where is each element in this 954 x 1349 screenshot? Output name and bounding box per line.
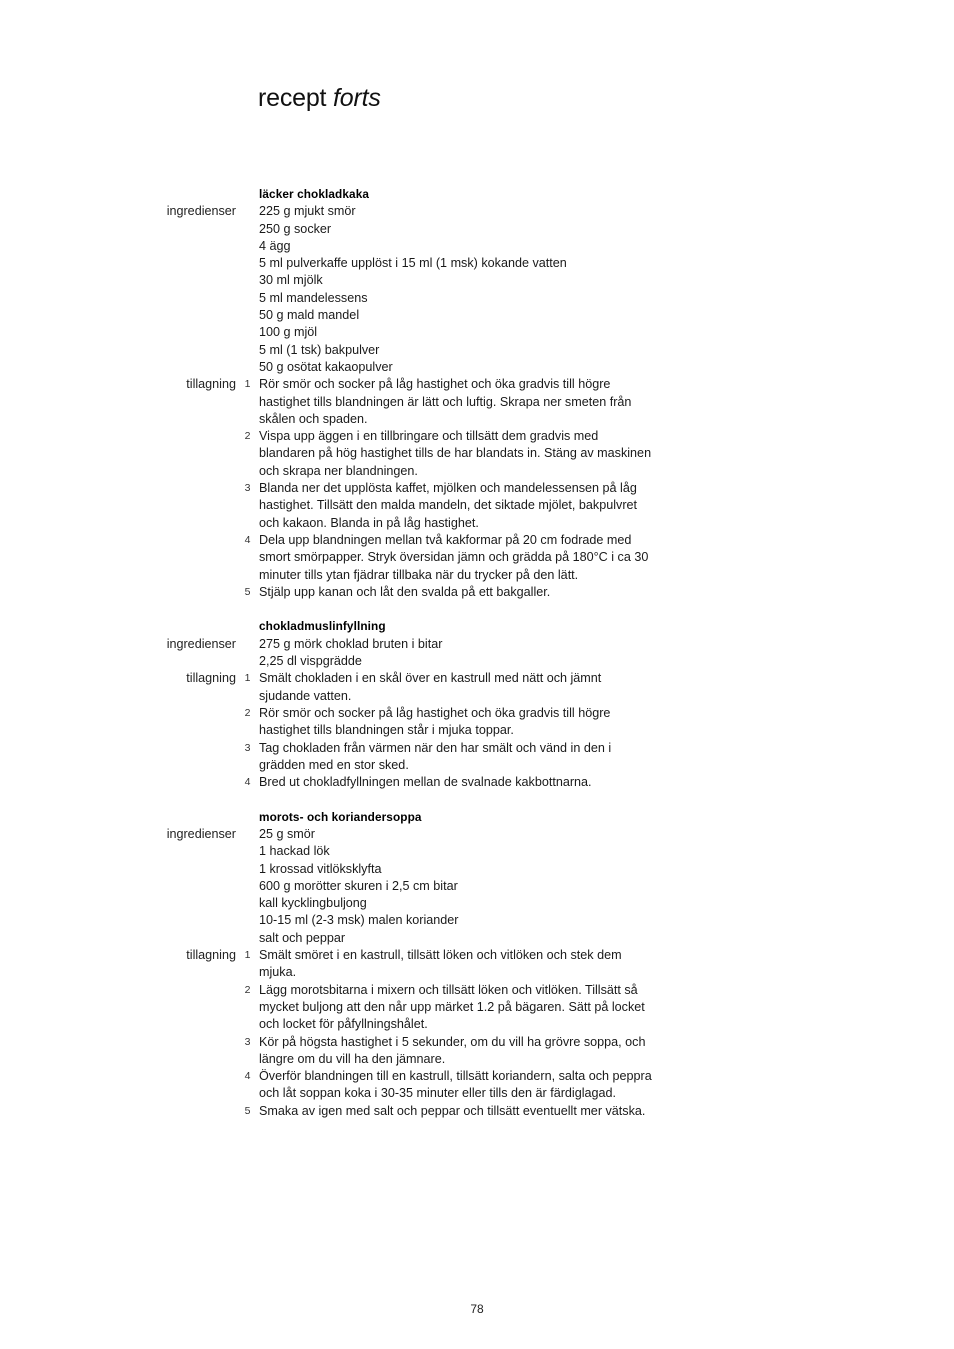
ingredient-item: 30 ml mjölk <box>259 273 323 288</box>
step-number: 1 <box>244 949 251 962</box>
recipe-title: chokladmuslinfyllning <box>259 619 386 634</box>
step-number: 4 <box>244 533 251 546</box>
step-line <box>0 964 954 981</box>
ingredients-label: ingredienser <box>166 826 236 841</box>
step-line <box>0 722 954 739</box>
step-text: Vispa upp äggen i en tillbringare och tillsätt dem gradvis med <box>259 429 599 444</box>
step-text: längre om du vill ha den jämnare. <box>259 1051 446 1066</box>
ingredient-item: 1 krossad vitlöksklyfta <box>259 861 382 876</box>
step-line <box>0 445 954 462</box>
ingredient-line <box>0 324 954 341</box>
step-line <box>0 480 954 497</box>
ingredient-line <box>0 895 954 912</box>
step-number: 3 <box>244 482 251 495</box>
step-text: och kakaon. Blanda in på låg hastighet. <box>259 515 479 530</box>
recipe-list <box>0 186 954 1137</box>
step-text: och låt soppan koka i 30-35 minuter eller tills den är färdiglagad. <box>259 1086 617 1101</box>
step-line <box>0 670 954 687</box>
step-line <box>0 947 954 964</box>
ingredient-item: 225 g mjukt smör <box>259 204 356 219</box>
ingredient-item: 5 ml pulverkaffe upplöst i 15 ml (1 msk) kokande vatten <box>259 256 567 271</box>
ingredient-item: 50 g osötat kakaopulver <box>259 359 393 374</box>
method-label: tillagning <box>186 377 236 392</box>
recipe <box>0 618 954 791</box>
step-line <box>0 463 954 480</box>
step-line <box>0 705 954 722</box>
step-text: Dela upp blandningen mellan två kakformar på 20 cm fodrade med <box>259 532 632 547</box>
step-text: Rör smör och socker på låg hastighet och öka gradvis till högre <box>259 705 611 720</box>
page-title-emphasis: forts <box>333 84 381 112</box>
method-label: tillagning <box>186 948 236 963</box>
ingredient-line <box>0 255 954 272</box>
ingredient-line <box>0 843 954 860</box>
recipe <box>0 809 954 1120</box>
ingredient-line <box>0 930 954 947</box>
step-line <box>0 428 954 445</box>
step-line <box>0 1051 954 1068</box>
step-text: minuter tills ytan fjädrar tillbaka när du trycker på den lätt. <box>259 567 579 582</box>
recipe <box>0 186 954 601</box>
step-text: Stjälp upp kanan och låt den svalda på ett bakgaller. <box>259 584 551 599</box>
step-number: 4 <box>244 776 251 789</box>
step-line <box>0 774 954 791</box>
step-text: mycket buljong att den når upp märket 1.2 på bägaren. Sätt på locket <box>259 999 645 1014</box>
ingredient-item: salt och peppar <box>259 930 346 945</box>
step-text: smort smörpapper. Stryk översidan jämn och grädda på 180°C i ca 30 <box>259 550 649 565</box>
step-text: Kör på högsta hastighet i 5 sekunder, om du vill ha grövre soppa, och <box>259 1034 646 1049</box>
ingredient-line <box>0 826 954 843</box>
step-line <box>0 982 954 999</box>
page-title-main: recept <box>258 84 327 112</box>
step-number: 3 <box>244 741 251 754</box>
step-number: 1 <box>244 672 251 685</box>
step-text: hastighet tills blandningen är lätt och luftig. Skrapa ner smeten från <box>259 394 632 409</box>
step-line <box>0 1103 954 1120</box>
method-label: tillagning <box>186 671 236 686</box>
ingredient-line <box>0 290 954 307</box>
ingredient-item: 250 g socker <box>259 221 332 236</box>
ingredient-item: 5 ml mandelessens <box>259 290 368 305</box>
step-line <box>0 532 954 549</box>
step-line <box>0 411 954 428</box>
page-title <box>258 84 381 113</box>
step-text: Överför blandningen till en kastrull, tillsätt koriandern, salta och peppra <box>259 1069 652 1084</box>
step-number: 1 <box>244 378 251 391</box>
ingredient-line <box>0 238 954 255</box>
ingredient-line <box>0 272 954 289</box>
ingredient-line <box>0 636 954 653</box>
step-number: 2 <box>244 706 251 719</box>
ingredient-item: 4 ägg <box>259 238 291 253</box>
page-number: 78 <box>470 1302 484 1316</box>
step-text: Smaka av igen med salt och peppar och tillsätt eventuellt mer vätska. <box>259 1103 646 1118</box>
step-line <box>0 376 954 393</box>
step-line <box>0 1016 954 1033</box>
recipe-title: läcker chokladkaka <box>259 187 370 201</box>
step-text: Smält chokladen i en skål över en kastrull med nätt och jämnt <box>259 671 602 686</box>
step-line <box>0 999 954 1016</box>
ingredient-line <box>0 653 954 670</box>
ingredient-line <box>0 861 954 878</box>
step-number: 5 <box>244 585 251 598</box>
ingredients-label: ingredienser <box>166 636 236 651</box>
step-number: 4 <box>244 1070 251 1083</box>
ingredient-item: 50 g mald mandel <box>259 308 360 323</box>
step-line <box>0 567 954 584</box>
ingredient-item: 275 g mörk choklad bruten i bitar <box>259 636 443 651</box>
step-text: hastighet tills blandningen står i mjuka toppar. <box>259 723 514 738</box>
step-line <box>0 1085 954 1102</box>
step-text: Blanda ner det upplösta kaffet, mjölken och mandelessensen på låg <box>259 481 637 496</box>
step-text: sjudande vatten. <box>259 688 352 703</box>
step-text: Lägg morotsbitarna i mixern och tillsätt löken och vitlöken. Tillsätt så <box>259 982 638 997</box>
ingredient-item: 25 g smör <box>259 826 315 841</box>
ingredients-label: ingredienser <box>166 204 236 219</box>
step-text: hastighet. Tillsätt den malda mandeln, det siktade mjölet, bakpulvret <box>259 498 638 513</box>
ingredient-line <box>0 203 954 220</box>
ingredient-item: kall kycklingbuljong <box>259 896 367 911</box>
step-number: 5 <box>244 1104 251 1117</box>
recipe-heading-line <box>0 618 954 635</box>
step-text: och locket för påfyllningshålet. <box>259 1017 428 1032</box>
ingredient-line <box>0 359 954 376</box>
ingredient-item: 2,25 dl vispgrädde <box>259 654 362 669</box>
step-line <box>0 757 954 774</box>
recipe-title: morots- och koriandersoppa <box>259 809 422 824</box>
step-line <box>0 740 954 757</box>
recipe-heading-line <box>0 809 954 826</box>
ingredient-item: 10-15 ml (2-3 msk) malen koriander <box>259 913 459 928</box>
ingredient-line <box>0 307 954 324</box>
step-text: och skrapa ner blandningen. <box>259 463 418 478</box>
ingredient-line <box>0 878 954 895</box>
step-line <box>0 497 954 514</box>
step-line <box>0 1034 954 1051</box>
step-text: Tag chokladen från värmen när den har smält och vänd in den i <box>259 740 612 755</box>
step-text: grädden med en stor sked. <box>259 757 409 772</box>
step-number: 3 <box>244 1035 251 1048</box>
step-line <box>0 1068 954 1085</box>
step-line <box>0 515 954 532</box>
step-line <box>0 584 954 601</box>
step-text: mjuka. <box>259 965 297 980</box>
ingredient-item: 600 g morötter skuren i 2,5 cm bitar <box>259 878 458 893</box>
step-number: 2 <box>244 983 251 996</box>
step-text: blandaren på hög hastighet tills de har blandats in. Stäng av maskinen <box>259 446 652 461</box>
step-number: 2 <box>244 430 251 443</box>
ingredient-line <box>0 912 954 929</box>
ingredient-item: 100 g mjöl <box>259 325 318 340</box>
ingredient-item: 5 ml (1 tsk) bakpulver <box>259 342 380 357</box>
ingredient-item: 1 hackad lök <box>259 844 330 859</box>
step-line <box>0 688 954 705</box>
ingredient-line <box>0 221 954 238</box>
step-line <box>0 394 954 411</box>
step-text: Rör smör och socker på låg hastighet och öka gradvis till högre <box>259 377 611 392</box>
step-text: Bred ut chokladfyllningen mellan de svalnade kakbottnarna. <box>259 775 592 790</box>
step-text: skålen och spaden. <box>259 411 368 426</box>
ingredient-line <box>0 342 954 359</box>
recipe-heading-line <box>0 186 954 203</box>
step-text: Smält smöret i en kastrull, tillsätt löken och vitlöken och stek dem <box>259 948 622 963</box>
step-line <box>0 549 954 566</box>
